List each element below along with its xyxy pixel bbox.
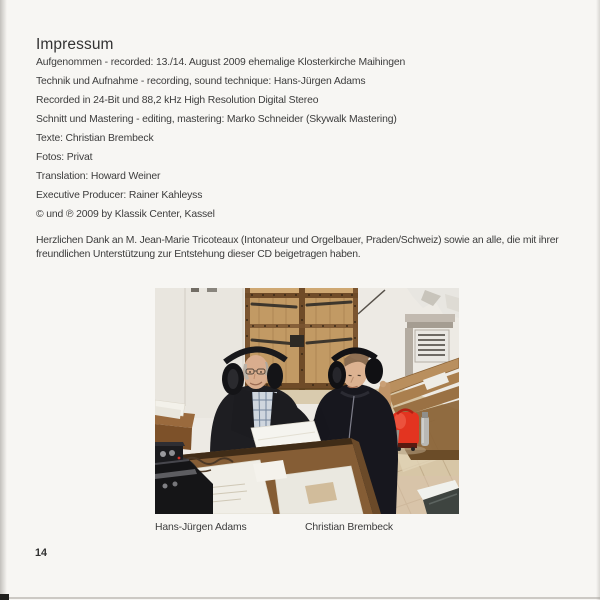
- page-title: Impressum: [36, 36, 114, 53]
- credit-line: © und ℗ 2009 by Klassik Center, Kassel: [36, 209, 215, 220]
- door-lock-box: [290, 335, 304, 347]
- credit-line: Schnitt und Mastering - editing, mastering: Marko Schneider (Skywalk Mastering): [36, 114, 397, 125]
- page-number: 14: [35, 547, 48, 559]
- credit-line: Texte: Christian Brembeck: [36, 133, 154, 144]
- credit-line: Executive Producer: Rainer Kahleyss: [36, 190, 203, 201]
- photo: [155, 288, 459, 514]
- credit-line: Aufgenommen - recorded: 13./14. August 2009 ehemalige Klosterkirche Maihingen: [36, 57, 406, 68]
- credit-line: Fotos: Privat: [36, 152, 93, 163]
- photo-captions: [0, 522, 600, 538]
- thermos-bottle: [421, 412, 429, 446]
- caption-left: Hans-Jürgen Adams: [155, 522, 247, 533]
- scan-edge-bottom: [0, 597, 600, 599]
- credit-line: Recorded in 24-Bit und 88,2 kHz High Resolution Digital Stereo: [36, 95, 319, 106]
- credit-line: Technik und Aufnahme - recording, sound technique: Hans-Jürgen Adams: [36, 76, 366, 87]
- credit-line: Translation: Howard Weiner: [36, 171, 161, 182]
- scan-edge-right: [596, 0, 600, 600]
- caption-right: Christian Brembeck: [305, 522, 393, 533]
- scan-corner-mark: [0, 594, 9, 600]
- scan-edge-left: [0, 0, 7, 600]
- credits-list: [36, 53, 576, 224]
- acknowledgement-text: Herzlichen Dank an M. Jean-Marie Tricoteaux (Intonateur und Orgelbauer, Praden/Schweiz) sowie an alle, die mit ihrer freundlichen Unterstützung zur Entstehung dieser CD beigetragen haben.: [36, 235, 559, 260]
